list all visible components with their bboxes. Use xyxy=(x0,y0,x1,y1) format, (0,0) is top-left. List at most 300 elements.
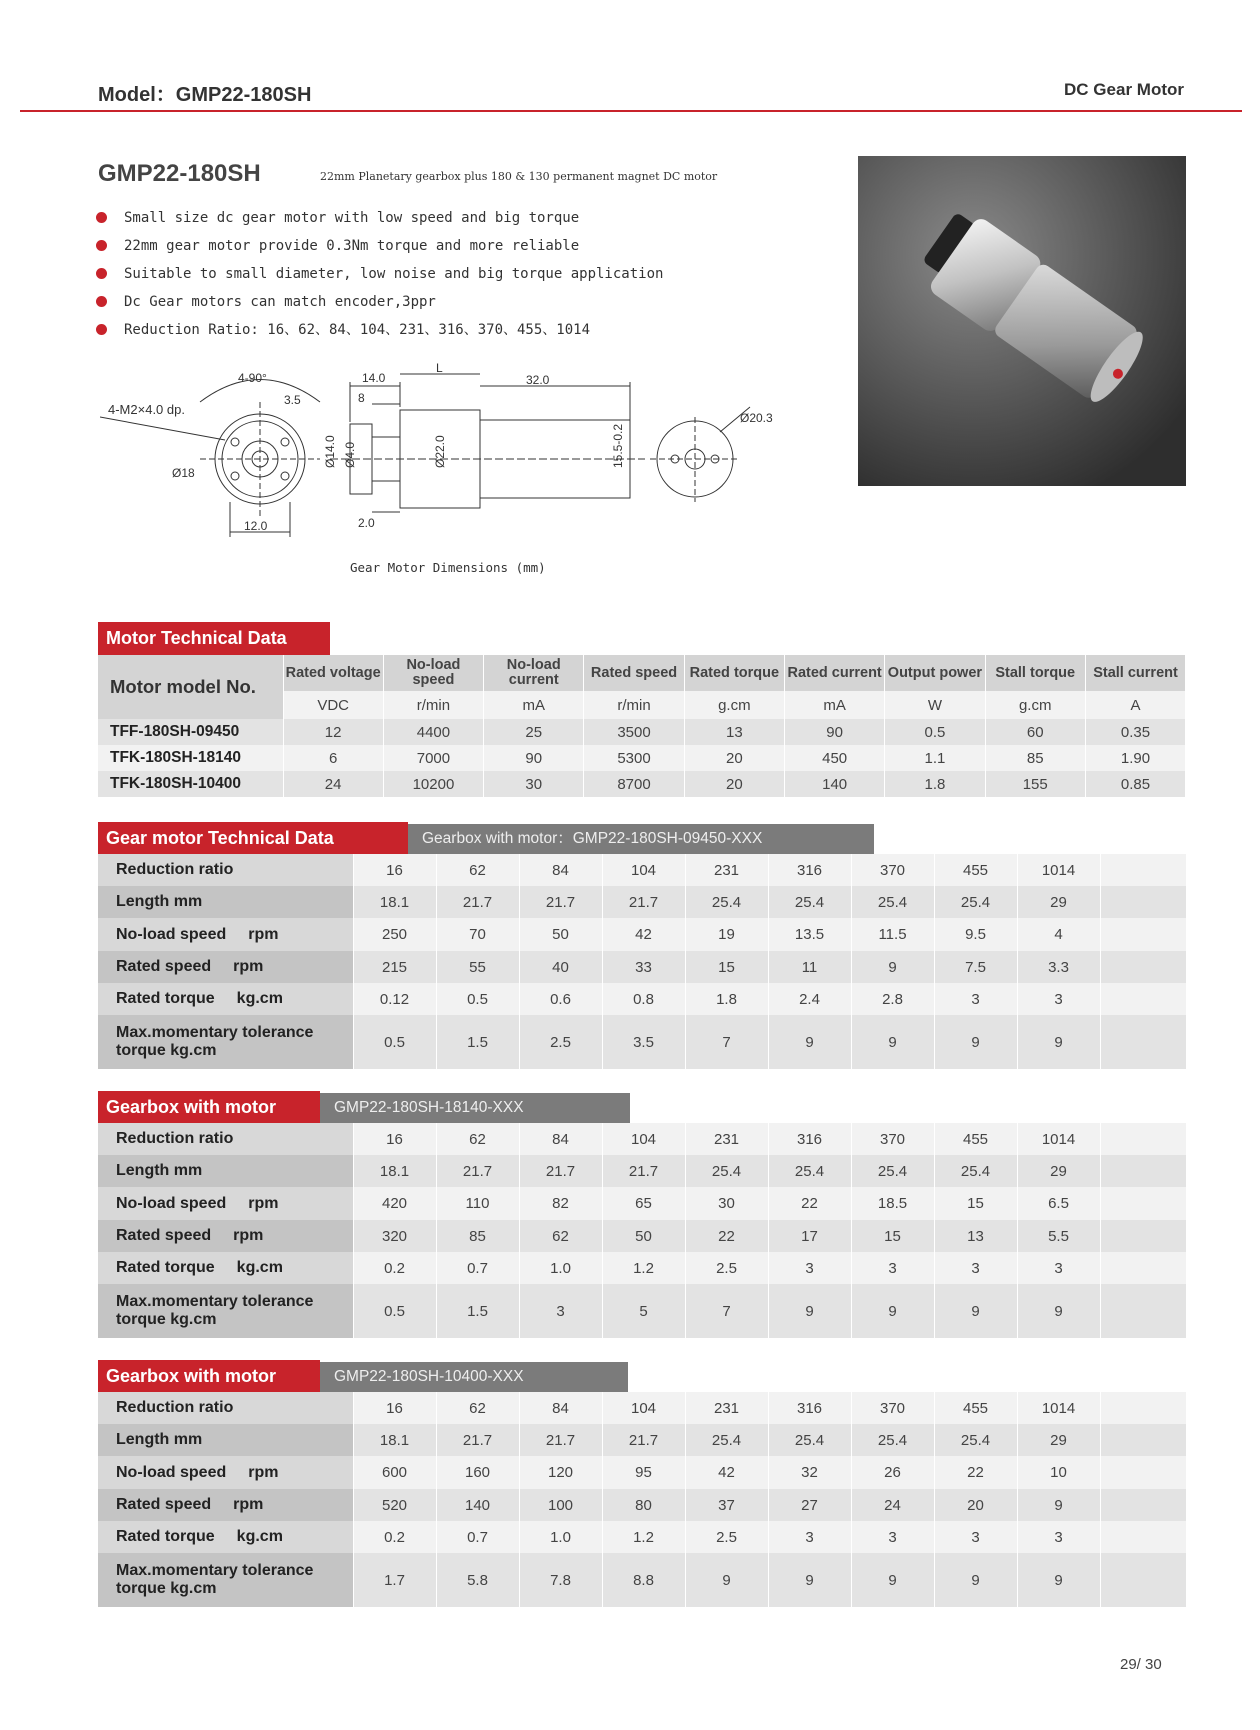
row-label: Rated speed rpm xyxy=(98,1220,353,1252)
cell: 9 xyxy=(1017,1553,1100,1607)
col-header: No-load speed xyxy=(383,655,483,691)
cell: 3.3 xyxy=(1017,951,1100,983)
dim-L: L xyxy=(436,362,443,375)
cell: 62 xyxy=(436,1392,519,1424)
row-label: Rated torque kg.cm xyxy=(98,1521,353,1553)
dim-l14: 14.0 xyxy=(362,371,386,385)
bullet-icon xyxy=(96,268,107,279)
bullet-icon xyxy=(96,296,107,307)
row-label: Max.momentary tolerance torque kg.cm xyxy=(98,1553,353,1607)
table-row xyxy=(98,719,1186,745)
cell: 42 xyxy=(685,1456,768,1489)
cell: 26 xyxy=(851,1456,934,1489)
cell xyxy=(1100,951,1186,983)
dim-w12: 12.0 xyxy=(244,519,268,533)
cell: 18.1 xyxy=(353,1155,436,1187)
cell xyxy=(1100,1284,1186,1338)
col-unit: VDC xyxy=(283,691,383,719)
cell: 80 xyxy=(602,1489,685,1521)
table-row xyxy=(98,1424,1186,1456)
cell: 370 xyxy=(851,1123,934,1155)
cell: 7.5 xyxy=(934,951,1017,983)
cell: 40 xyxy=(519,951,602,983)
cell: 13 xyxy=(684,719,784,745)
col-header: Rated current xyxy=(784,655,884,691)
cell: 15 xyxy=(685,951,768,983)
cell: 25.4 xyxy=(685,1155,768,1187)
col-header: Rated voltage xyxy=(283,655,383,691)
cell xyxy=(1100,886,1186,918)
col-unit: r/min xyxy=(383,691,483,719)
cell: 0.5 xyxy=(353,1015,436,1069)
cell: 29 xyxy=(1017,1155,1100,1187)
cell: 9 xyxy=(934,1015,1017,1069)
col-header: Stall current xyxy=(1085,655,1185,691)
cell: 520 xyxy=(353,1489,436,1521)
cell: 70 xyxy=(436,918,519,951)
cell xyxy=(1100,1456,1186,1489)
cell: 0.5 xyxy=(885,719,985,745)
cell: 21.7 xyxy=(436,1424,519,1456)
cell: 30 xyxy=(484,771,584,797)
row-label: No-load speed rpm xyxy=(98,1456,353,1489)
table-row xyxy=(98,1123,1186,1155)
table-row xyxy=(98,1155,1186,1187)
cell: 0.6 xyxy=(519,983,602,1015)
cell: 84 xyxy=(519,1392,602,1424)
cell: 6.5 xyxy=(1017,1187,1100,1220)
cell: 29 xyxy=(1017,886,1100,918)
dim-l8: 8 xyxy=(358,391,365,405)
col-unit: W xyxy=(885,691,985,719)
col-unit: g.cm xyxy=(985,691,1085,719)
cell: 9 xyxy=(851,1015,934,1069)
feature-item: Dc Gear motors can match encoder,3ppr xyxy=(96,292,663,320)
cell: 1.1 xyxy=(885,745,985,771)
cell: 25.4 xyxy=(934,1155,1017,1187)
cell: 15 xyxy=(934,1187,1017,1220)
cell: 21.7 xyxy=(519,1155,602,1187)
table-row xyxy=(98,1284,1186,1338)
cell: 16 xyxy=(353,854,436,886)
cell: 25.4 xyxy=(851,1424,934,1456)
row-unit: rpm xyxy=(233,1227,264,1244)
cell: 2.8 xyxy=(851,983,934,1015)
cell: 231 xyxy=(685,854,768,886)
cell: 250 xyxy=(353,918,436,951)
row-unit: rpm xyxy=(233,1496,264,1513)
row-unit: kg.cm xyxy=(236,1528,283,1545)
cell: 370 xyxy=(851,1392,934,1424)
table-row xyxy=(98,745,1186,771)
cell: 55 xyxy=(436,951,519,983)
cell xyxy=(1100,1155,1186,1187)
table-row xyxy=(98,1392,1186,1424)
product-subtitle: 22mm Planetary gearbox plus 180 & 130 permanent magnet DC motor xyxy=(320,170,718,183)
cell: 110 xyxy=(436,1187,519,1220)
cell: 10 xyxy=(1017,1456,1100,1489)
cell: 3 xyxy=(1017,1252,1100,1284)
cell: 1.5 xyxy=(436,1015,519,1069)
cell: 3.5 xyxy=(602,1015,685,1069)
table-row xyxy=(98,1220,1186,1252)
cell: 9 xyxy=(851,951,934,983)
cell: 25.4 xyxy=(851,886,934,918)
cell: 20 xyxy=(684,745,784,771)
cell: 1.7 xyxy=(353,1553,436,1607)
cell: 0.7 xyxy=(436,1252,519,1284)
cell: 5 xyxy=(602,1284,685,1338)
cell: 18.1 xyxy=(353,1424,436,1456)
cell: 10200 xyxy=(383,771,483,797)
cell: 231 xyxy=(685,1123,768,1155)
cell: 33 xyxy=(602,951,685,983)
cell: 1014 xyxy=(1017,1392,1100,1424)
dim-angle: 4-90° xyxy=(238,371,267,385)
cell: 420 xyxy=(353,1187,436,1220)
dim-d203: Ø20.3 xyxy=(740,411,773,425)
cell: 370 xyxy=(851,854,934,886)
cell: 1.2 xyxy=(602,1521,685,1553)
header-category: DC Gear Motor xyxy=(1064,80,1184,99)
dim-l2: 2.0 xyxy=(358,516,375,530)
cell: 11 xyxy=(768,951,851,983)
cell: 50 xyxy=(602,1220,685,1252)
cell: 160 xyxy=(436,1456,519,1489)
cell: 0.2 xyxy=(353,1252,436,1284)
cell xyxy=(1100,854,1186,886)
cell: 25.4 xyxy=(851,1155,934,1187)
cell: 7000 xyxy=(383,745,483,771)
cell: 1.0 xyxy=(519,1521,602,1553)
cell: 9 xyxy=(685,1553,768,1607)
cell: 65 xyxy=(602,1187,685,1220)
cell: 5.5 xyxy=(1017,1220,1100,1252)
col-header: No-load current xyxy=(484,655,584,691)
cell: 1014 xyxy=(1017,854,1100,886)
cell: 9 xyxy=(851,1284,934,1338)
cell: 25.4 xyxy=(768,1155,851,1187)
cell: 37 xyxy=(685,1489,768,1521)
drawing-caption: Gear Motor Dimensions (mm) xyxy=(350,560,546,575)
cell: 0.8 xyxy=(602,983,685,1015)
col-unit: r/min xyxy=(584,691,684,719)
cell: 0.5 xyxy=(436,983,519,1015)
cell: 21.7 xyxy=(602,886,685,918)
cell: 3 xyxy=(1017,1521,1100,1553)
cell xyxy=(1100,1392,1186,1424)
cell xyxy=(1100,918,1186,951)
cell: 9 xyxy=(768,1553,851,1607)
cell: 25.4 xyxy=(768,1424,851,1456)
cell: 320 xyxy=(353,1220,436,1252)
cell: 3 xyxy=(851,1521,934,1553)
dim-s155: 15.5-0.2 xyxy=(611,423,625,468)
cell: 316 xyxy=(768,854,851,886)
cell xyxy=(1100,1252,1186,1284)
cell: 7 xyxy=(685,1015,768,1069)
cell: 15 xyxy=(851,1220,934,1252)
col-unit: A xyxy=(1085,691,1185,719)
cell: 24 xyxy=(851,1489,934,1521)
cell: 22 xyxy=(685,1220,768,1252)
cell: 0.2 xyxy=(353,1521,436,1553)
motor-model: TFK-180SH-10400 xyxy=(98,771,283,797)
cell: 104 xyxy=(602,1392,685,1424)
cell: 16 xyxy=(353,1123,436,1155)
cell: 7 xyxy=(685,1284,768,1338)
row-label: Rated torque kg.cm xyxy=(98,983,353,1015)
row-unit: kg.cm xyxy=(236,1259,283,1276)
cell: 60 xyxy=(985,719,1085,745)
cell: 21.7 xyxy=(436,886,519,918)
page-number: 29/ 30 xyxy=(1120,1656,1162,1673)
cell: 25 xyxy=(484,719,584,745)
cell: 2.5 xyxy=(685,1521,768,1553)
col-header: Rated torque xyxy=(684,655,784,691)
table-row xyxy=(98,951,1186,983)
cell: 5300 xyxy=(584,745,684,771)
col-unit: mA xyxy=(784,691,884,719)
cell: 1.5 xyxy=(436,1284,519,1338)
cell: 0.85 xyxy=(1085,771,1185,797)
cell: 62 xyxy=(436,1123,519,1155)
cell xyxy=(1100,983,1186,1015)
cell: 455 xyxy=(934,1123,1017,1155)
row-label: Reduction ratio xyxy=(98,1123,353,1155)
feature-list xyxy=(96,208,663,348)
cell: 17 xyxy=(768,1220,851,1252)
dim-d14: Ø14.0 xyxy=(323,435,337,468)
gear-table-subtitle: GMP22-180SH-18140-XXX xyxy=(320,1093,630,1123)
table-row xyxy=(98,1489,1186,1521)
cell: 0.7 xyxy=(436,1521,519,1553)
cell: 62 xyxy=(519,1220,602,1252)
cell xyxy=(1100,1187,1186,1220)
cell: 4400 xyxy=(383,719,483,745)
cell: 2.5 xyxy=(685,1252,768,1284)
cell: 29 xyxy=(1017,1424,1100,1456)
cell: 42 xyxy=(602,918,685,951)
cell: 27 xyxy=(768,1489,851,1521)
cell: 1.8 xyxy=(885,771,985,797)
cell: 7.8 xyxy=(519,1553,602,1607)
cell: 455 xyxy=(934,1392,1017,1424)
table-row xyxy=(98,1553,1186,1607)
cell: 21.7 xyxy=(519,886,602,918)
cell xyxy=(1100,1553,1186,1607)
row-unit: kg.cm xyxy=(236,990,283,1007)
rear-view xyxy=(650,407,750,502)
cell: 3 xyxy=(851,1252,934,1284)
motor-model-header: Motor model No. xyxy=(98,655,283,719)
cell: 600 xyxy=(353,1456,436,1489)
cell: 3 xyxy=(934,983,1017,1015)
cell: 18.1 xyxy=(353,886,436,918)
row-label: Reduction ratio xyxy=(98,854,353,886)
cell: 95 xyxy=(602,1456,685,1489)
bullet-icon xyxy=(96,324,107,335)
header-model: Model：GMP22-180SH xyxy=(98,84,312,106)
table-row xyxy=(98,771,1186,797)
cell: 9 xyxy=(1017,1489,1100,1521)
side-view xyxy=(330,374,645,512)
col-unit: g.cm xyxy=(684,691,784,719)
table-row xyxy=(98,918,1186,951)
cell: 20 xyxy=(684,771,784,797)
cell: 1.8 xyxy=(685,983,768,1015)
row-label: Max.momentary tolerance torque kg.cm xyxy=(98,1015,353,1069)
gear-table-title: Gear motor Technical Data xyxy=(98,822,408,855)
row-unit: rpm xyxy=(248,1463,279,1481)
row-label: No-load speed rpm xyxy=(98,918,353,951)
gear-table-subtitle: GMP22-180SH-10400-XXX xyxy=(320,1362,628,1392)
motor-table xyxy=(98,655,1186,797)
cell: 215 xyxy=(353,951,436,983)
gear-table xyxy=(98,1392,1187,1607)
table-row xyxy=(98,886,1186,918)
table-row xyxy=(98,1252,1186,1284)
table-row xyxy=(98,1187,1186,1220)
dim-d4: Ø4.0 xyxy=(343,441,357,468)
cell: 9 xyxy=(768,1015,851,1069)
cell: 85 xyxy=(985,745,1085,771)
cell: 11.5 xyxy=(851,918,934,951)
cell: 84 xyxy=(519,854,602,886)
cell: 104 xyxy=(602,854,685,886)
cell xyxy=(1100,1489,1186,1521)
cell xyxy=(1100,1123,1186,1155)
row-label: Rated speed rpm xyxy=(98,951,353,983)
row-label: No-load speed rpm xyxy=(98,1187,353,1220)
cell: 1.90 xyxy=(1085,745,1185,771)
gear-table-title: Gearbox with motor xyxy=(98,1360,320,1393)
cell: 0.5 xyxy=(353,1284,436,1338)
dim-r35: 3.5 xyxy=(284,393,301,407)
dim-screw: 4-M2×4.0 dp. xyxy=(108,402,185,417)
feature-item: Reduction Ratio: 16、62、84、104、231、316、370、455、1014 xyxy=(96,320,663,348)
row-label: Reduction ratio xyxy=(98,1392,353,1424)
dim-l32: 32.0 xyxy=(526,373,550,387)
cell: 140 xyxy=(436,1489,519,1521)
cell: 2.4 xyxy=(768,983,851,1015)
table-row xyxy=(98,1015,1186,1069)
cell xyxy=(1100,1521,1186,1553)
col-header: Stall torque xyxy=(985,655,1085,691)
product-photo xyxy=(858,156,1186,486)
row-label: Length mm xyxy=(98,886,353,918)
col-header: Rated speed xyxy=(584,655,684,691)
cell: 25.4 xyxy=(934,1424,1017,1456)
row-unit: rpm xyxy=(248,925,279,943)
cell: 12 xyxy=(283,719,383,745)
row-label: Max.momentary tolerance torque kg.cm xyxy=(98,1284,353,1338)
dim-d18: Ø18 xyxy=(172,466,195,480)
cell: 32 xyxy=(768,1456,851,1489)
table-row xyxy=(98,1521,1186,1553)
cell: 62 xyxy=(436,854,519,886)
cell: 21.7 xyxy=(436,1155,519,1187)
cell: 22 xyxy=(768,1187,851,1220)
row-label: Rated speed rpm xyxy=(98,1489,353,1521)
row-unit: rpm xyxy=(248,1194,279,1212)
cell: 25.4 xyxy=(934,886,1017,918)
cell xyxy=(1100,1424,1186,1456)
motor-model: TFK-180SH-18140 xyxy=(98,745,283,771)
dim-d22: Ø22.0 xyxy=(433,435,447,468)
cell: 231 xyxy=(685,1392,768,1424)
cell: 90 xyxy=(484,745,584,771)
gear-table-subtitle: Gearbox with motor：GMP22-180SH-09450-XXX xyxy=(408,824,874,854)
cell: 155 xyxy=(985,771,1085,797)
cell: 21.7 xyxy=(602,1424,685,1456)
cell: 140 xyxy=(784,771,884,797)
motor-model: TFF-180SH-09450 xyxy=(98,719,283,745)
cell: 5.8 xyxy=(436,1553,519,1607)
cell: 9 xyxy=(934,1553,1017,1607)
cell: 8700 xyxy=(584,771,684,797)
cell: 3500 xyxy=(584,719,684,745)
cell: 90 xyxy=(784,719,884,745)
col-header: Output power xyxy=(885,655,985,691)
row-label: Length mm xyxy=(98,1155,353,1187)
cell: 120 xyxy=(519,1456,602,1489)
bullet-icon xyxy=(96,212,107,223)
cell: 25.4 xyxy=(685,1424,768,1456)
cell xyxy=(1100,1220,1186,1252)
bullet-icon xyxy=(96,240,107,251)
cell: 9 xyxy=(851,1553,934,1607)
row-label: Length mm xyxy=(98,1424,353,1456)
cell: 18.5 xyxy=(851,1187,934,1220)
cell: 316 xyxy=(768,1123,851,1155)
page-header xyxy=(20,72,1242,112)
cell: 21.7 xyxy=(602,1155,685,1187)
table-row xyxy=(98,1456,1186,1489)
feature-item: Small size dc gear motor with low speed and big torque xyxy=(96,208,663,236)
cell: 24 xyxy=(283,771,383,797)
cell: 6 xyxy=(283,745,383,771)
cell: 3 xyxy=(1017,983,1100,1015)
gear-table xyxy=(98,854,1187,1069)
cell xyxy=(1100,1015,1186,1069)
product-title: GMP22-180SH xyxy=(98,160,261,187)
cell: 9 xyxy=(1017,1284,1100,1338)
cell: 30 xyxy=(685,1187,768,1220)
cell: 21.7 xyxy=(519,1424,602,1456)
cell: 100 xyxy=(519,1489,602,1521)
cell: 455 xyxy=(934,854,1017,886)
cell: 104 xyxy=(602,1123,685,1155)
cell: 25.4 xyxy=(685,886,768,918)
cell: 3 xyxy=(768,1252,851,1284)
cell: 19 xyxy=(685,918,768,951)
row-label: Rated torque kg.cm xyxy=(98,1252,353,1284)
feature-item: 22mm gear motor provide 0.3Nm torque and more reliable xyxy=(96,236,663,264)
feature-item: Suitable to small diameter, low noise and big torque application xyxy=(96,264,663,292)
cell: 8.8 xyxy=(602,1553,685,1607)
cell: 450 xyxy=(784,745,884,771)
cell: 50 xyxy=(519,918,602,951)
cell: 316 xyxy=(768,1392,851,1424)
cell: 9 xyxy=(934,1284,1017,1338)
cell: 82 xyxy=(519,1187,602,1220)
cell: 1.0 xyxy=(519,1252,602,1284)
row-unit: rpm xyxy=(233,958,264,975)
cell: 25.4 xyxy=(768,886,851,918)
cell: 16 xyxy=(353,1392,436,1424)
motor-table-title: Motor Technical Data xyxy=(98,622,330,655)
